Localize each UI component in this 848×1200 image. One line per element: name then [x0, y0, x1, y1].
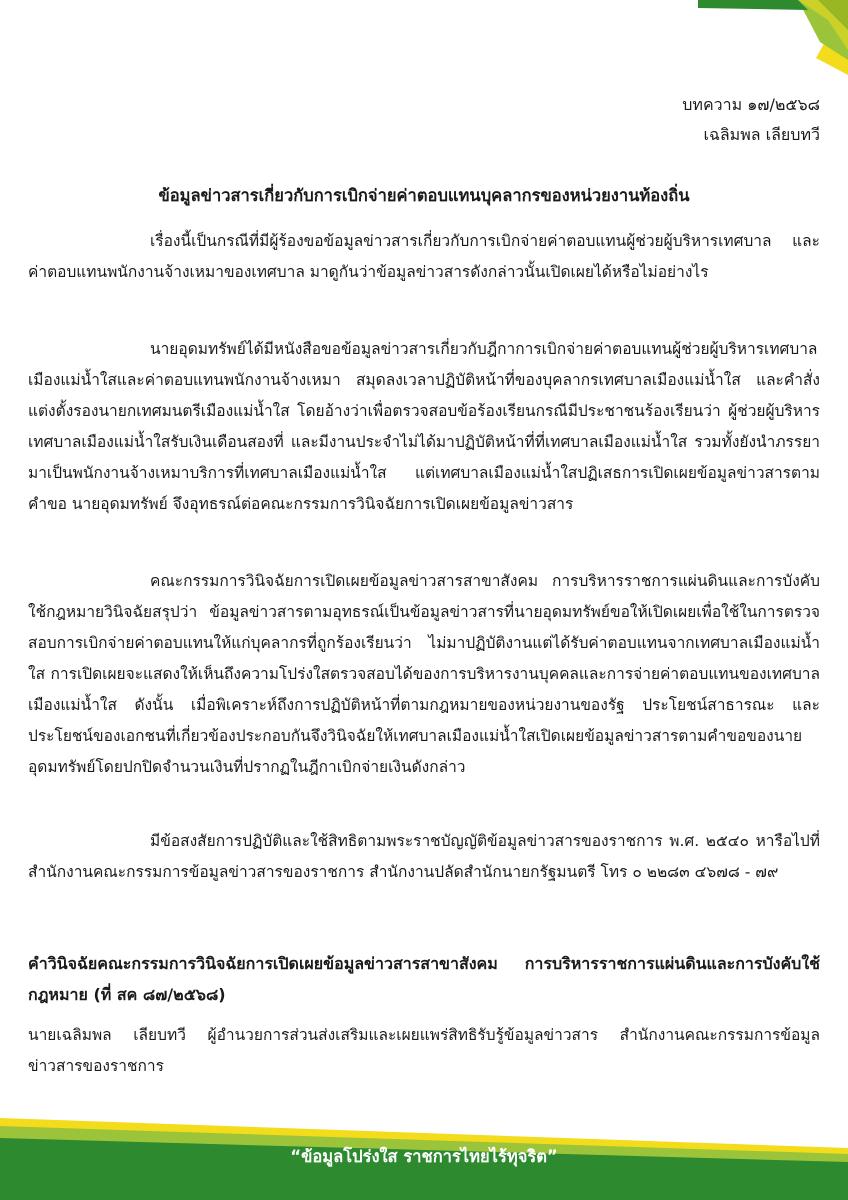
intro-paragraph: เรื่องนี้เป็นกรณีที่มีผู้ร้องขอข้อมูลข่าวสารเกี่ยวกับการเบิกจ่ายค่าตอบแทนผู้ช่วยผู้บริหารเทศบาล และค่าตอบแทนพนักงานจ้างเหมาของเทศบาล มาดูกันว่าข้อมูลข่าวสารดังกล่าวนั้นเปิดเผยได้หรือไม่อย่างไร — [28, 232, 820, 281]
document-title: ข้อมูลข่าวสารเกี่ยวกับการเบิกจ่ายค่าตอบแทนบุคลากรของหน่วยงานท้องถิ่น — [158, 186, 690, 205]
corner-decoration — [698, 0, 848, 75]
author-name: เฉลิมพล เลียบทวี — [703, 125, 820, 144]
article-number: บทความ ๑๗/๒๕๖๘ — [682, 95, 820, 114]
ruling-reference: คำวินิจฉัยคณะกรรมการวินิจฉัยการเปิดเผยข้อมูลข่าวสารสาขาสังคม การบริหารราชการแผ่นดินและการบังคับใช้กฎหมาย (ที่ สค ๘๗/๒๕๖๘) — [28, 954, 820, 1004]
facts-paragraph: นายอุดมทรัพย์ได้มีหนังสือขอข้อมูลข่าวสารเกี่ยวกับฎีกาการเบิกจ่ายค่าตอบแทนผู้ช่วยผู้บริหารเทศบาลเมืองแม่น้ำใสและค่าตอบแทนพนักงานจ้างเหมา สมุดลงเวลาปฏิบัติหน้าที่ของบุคลากรเทศบาลเมืองแม่น้ำใส และคำสั่งแต่งตั้งรองนายกเทศมนตรีเมืองแม่น้ำใส โดยอ้างว่าเพื่อตรวจสอบข้อร้องเรียนกรณีมีประชาชนร้องเรียนว่า ผู้ช่วยผู้บริหารเทศบาลเมืองแม่น้ำใสรับเงินเดือนสองที่ และมีงานประจำไม่ได้มาปฏิบัติหน้าที่ที่เทศบาลเมืองแม่น้ำใส รวมทั้งยังนำภรรยามาเป็นพนักงานจ้างเหมาบริการที่เทศบาลเมืองแม่น้ำใส แต่เทศบาลเมืองแม่น้ำใสปฏิเสธการเปิดเผยข้อมูลข่าวสารตามคำขอ นายอุดมทรัพย์ จึงอุทธรณ์ต่อคณะกรรมการวินิจฉัยการเปิดเผยข้อมูลข่าวสาร — [28, 340, 820, 513]
contact-paragraph: มีข้อสงสัยการปฏิบัติและใช้สิทธิตามพระราชบัญญัติข้อมูลข่าวสารของราชการ พ.ศ. ๒๕๔๐ หารือไปที่สำนักงานคณะกรรมการข้อมูลข่าวสารของราชการ สำนักงานปลัดสำนักนายกรัฐมนตรี โทร ๐ ๒๒๘๓ ๔๖๗๘ - ๗๙ — [28, 832, 820, 881]
footer-slogan: “ข้อมูลโปร่งใส ราชการไทยไร้ทุจริต” — [290, 1147, 558, 1166]
decision-paragraph: คณะกรรมการวินิจฉัยการเปิดเผยข้อมูลข่าวสารสาขาสังคม การบริหารราชการแผ่นดินและการบังคับใช้กฎหมายวินิจฉัยสรุปว่า ข้อมูลข่าวสารตามอุทธรณ์เป็นข้อมูลข่าวสารที่นายอุดมทรัพย์ขอให้เปิดเผยเพื่อใช้ในการตรวจสอบการเบิกจ่ายค่าตอบแทนให้แก่บุคลากรที่ถูกร้องเรียนว่า ไม่มาปฏิบัติงานแต่ได้รับค่าตอบแทนจากเทศบาลเมืองแม่น้ำใส การเปิดเผยจะแสดงให้เห็นถึงความโปร่งใสตรวจสอบได้ของการบริหารงานบุคคลและการจ่ายค่าตอบแทนของเทศบาลเมืองแม่น้ำใส ดังนั้น เมื่อพิเคราะห์ถึงการปฏิบัติหน้าที่ตามกฎหมายของหน่วยงานของรัฐ ประโยชน์สาธารณะ และประโยชน์ของเอกชนที่เกี่ยวข้องประกอบกันจึงวินิจฉัยให้เทศบาลเมืองแม่น้ำใสเปิดเผยข้อมูลข่าวสารตามคำขอของนายอุดมทรัพย์โดยปกปิดจำนวนเงินที่ปรากฏในฎีกาเบิกจ่ายเงินดังกล่าว — [28, 572, 820, 776]
document-meta — [682, 90, 820, 150]
author-info: นายเฉลิมพล เลียบทวี ผู้อำนวยการส่วนส่งเสริมและเผยแพร่สิทธิรับรู้ข้อมูลข่าวสาร สำนักงานคณะกรรมการข้อมูลข่าวสารของราชการ — [28, 1026, 820, 1075]
